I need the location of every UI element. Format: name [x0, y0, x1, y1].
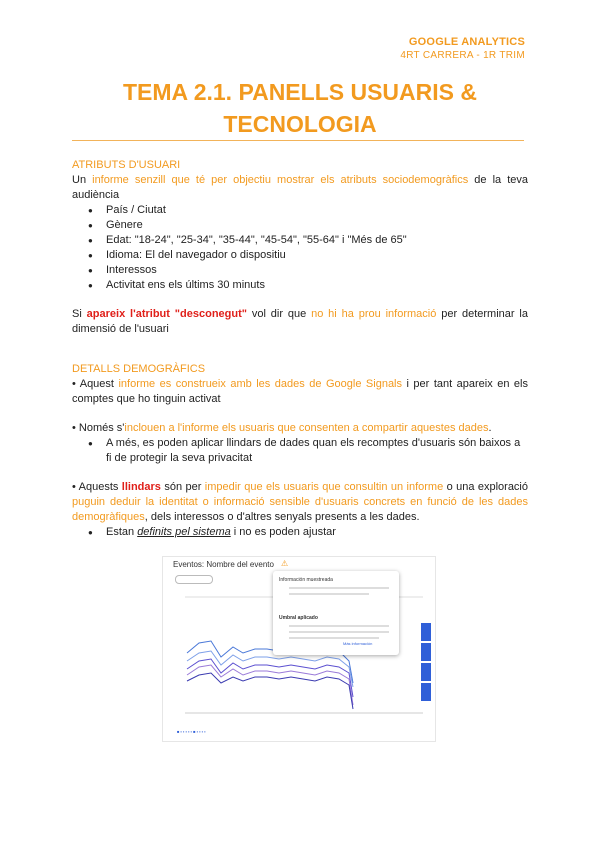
section-user-attributes — [72, 158, 528, 337]
chart-legend: ■ ▪ ▪ ▪ ▪ ▪ ■ ▪ ▪ ▪ ▪ — [177, 729, 206, 734]
course-name: GOOGLE ANALYTICS — [408, 36, 525, 48]
list-item: ● Interessos — [106, 263, 528, 278]
paragraph-consent: • Només s'inclouen a l'informe els usuaris que consenten a compartir aquestes dades. — [72, 422, 492, 434]
list-item: ● A més, es poden aplicar llindars de dades quan els recomptes d'usuaris són baixos a fi de protegir la seva privacitat — [106, 436, 528, 466]
page-title: TEMA 2.1. PANELLS USUARIS & TECNOLOGIA — [123, 79, 477, 137]
unknown-note: Si apareix l'atribut "desconegut" vol dir que no hi ha prou informació per determinar la dimensió de l'usuari — [72, 308, 528, 335]
intro-paragraph: Un informe senzill que té per objectiu mostrar els atributs sociodemogràfics de la teva audiència — [72, 174, 528, 201]
list-item: ● Idioma: El del navegador o dispositiu — [106, 248, 528, 263]
embedded-screenshot — [162, 556, 436, 742]
info-popup: Información muestreada Umbral aplicado Más información — [273, 571, 399, 655]
section-demographic-details — [72, 362, 528, 540]
list-item: ● Edat: "18-24", "25-34", "35-44", "45-54", "55-64" i "Més de 65" — [106, 233, 528, 248]
screenshot-title: Eventos: Nombre del evento — [173, 560, 274, 569]
attribute-list — [72, 203, 528, 293]
title-divider — [72, 140, 524, 141]
warning-icon: ⚠ — [281, 559, 289, 568]
list-item: ● Estan definits pel sistema i no es poden ajustar — [106, 525, 528, 540]
section-heading: ATRIBUTS D'USUARI — [72, 159, 181, 171]
more-info-link[interactable]: Más información — [343, 641, 373, 646]
list-item: ● Gènere — [106, 218, 528, 233]
list-item: ● Activitat ens els últims 30 minuts — [106, 278, 528, 293]
paragraph-signals: • Aquest informe es construeix amb les dades de Google Signals i per tant apareix en els comptes que ho tinguin activat — [72, 378, 528, 405]
course-term: 4RT CARRERA - 1R TRIM — [400, 50, 525, 61]
document-header — [400, 36, 525, 61]
section-heading: DETALLS DEMOGRÀFICS — [72, 363, 206, 375]
list-item: ● País / Ciutat — [106, 203, 528, 218]
paragraph-thresholds: • Aquests llindars són per impedir que els usuaris que consultin un informe o una exploració puguin deduir la identitat o informació sensible d'usuaris concrets en funció de les dades demogràfiques, dels interessos o d'altres senyals presents a les dades. — [72, 481, 528, 523]
